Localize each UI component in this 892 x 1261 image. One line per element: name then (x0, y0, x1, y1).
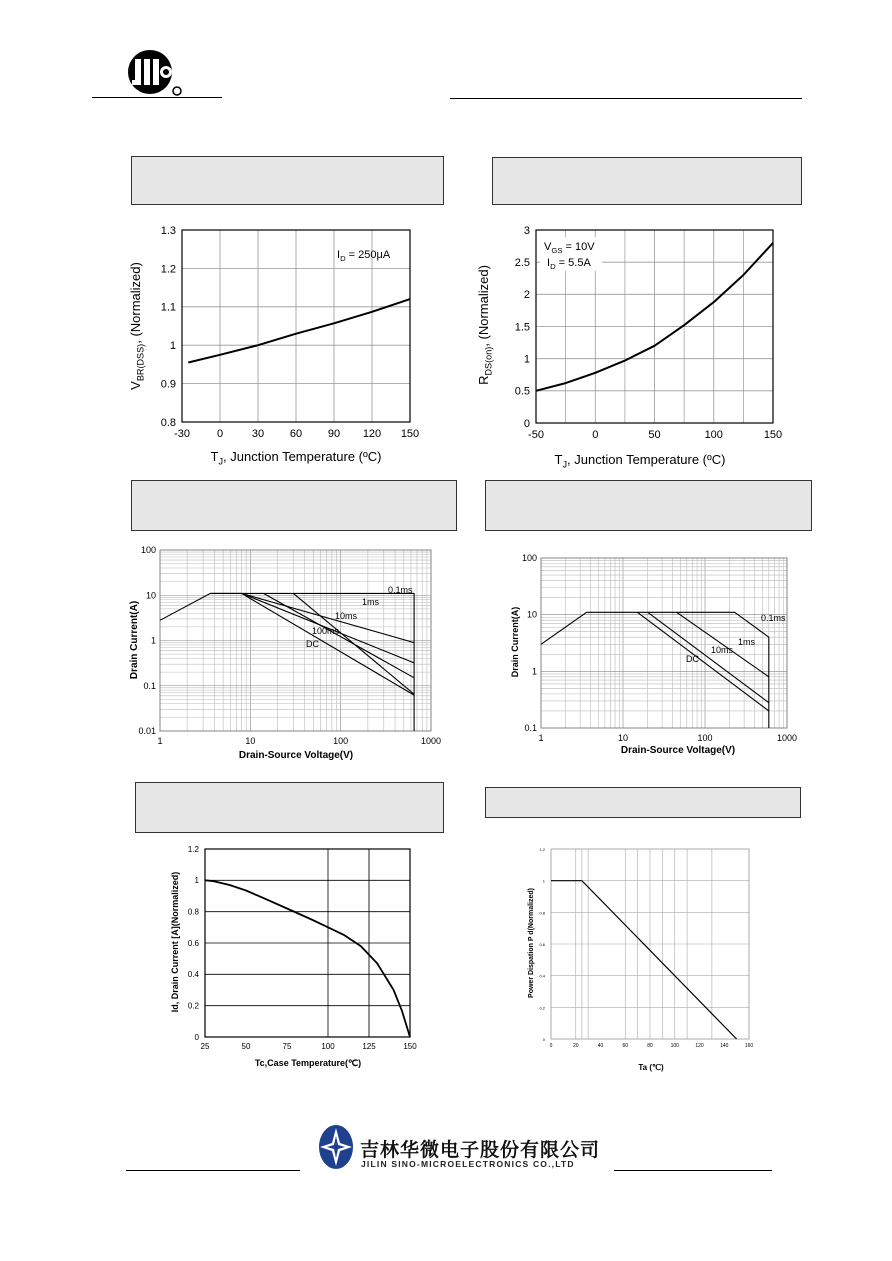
label-1ms: 1ms (362, 597, 380, 607)
test-condition-vgs: $V_{GS} = 10V$ (544, 241, 595, 255)
y-axis-label: $R_{DS(on)}$, (Normalized) (476, 265, 494, 385)
y-tick-label: 0.4 (187, 970, 199, 980)
y-tick-label: 0.2 (539, 1005, 545, 1011)
soa-line-10ms (648, 612, 769, 702)
y-tick-label: 1 (194, 876, 199, 886)
x-tick-label: 0 (216, 428, 224, 440)
y-tick-label: 1.1 (160, 301, 176, 314)
x-tick-label: 0 (592, 429, 599, 441)
label-1ms: 1ms (738, 637, 756, 647)
x-tick-label: 75 (282, 1042, 292, 1051)
y-tick-label: 0.01 (138, 726, 156, 736)
y-axis-label: Drain Current(A) (510, 606, 520, 678)
label-0.1ms: 0.1ms (761, 613, 786, 623)
data-curve (188, 299, 410, 362)
y-tick-label: 1 (150, 635, 156, 646)
x-tick-label: 30 (251, 428, 265, 440)
x-tick-label: 150 (403, 1042, 417, 1051)
y-tick-label: 2.5 (514, 257, 530, 270)
x-tick-label: 90 (327, 428, 341, 440)
header-logo (124, 50, 184, 98)
y-tick-label: 100 (521, 553, 537, 563)
x-tick-label: 120 (362, 428, 382, 440)
footer-company-cn: 吉林华微电子股份有限公司 (360, 1139, 601, 1161)
x-tick-label: -30 (174, 428, 190, 440)
x-tick-label: 50 (648, 429, 661, 441)
y-axis-label: Drain Current(A) (129, 600, 140, 680)
y-tick-label: 0.1 (524, 723, 537, 733)
header-rule-right (450, 98, 802, 99)
y-tick-label: 0.6 (539, 942, 545, 947)
x-tick-label: 1000 (420, 736, 442, 746)
caption-box-1 (131, 156, 444, 205)
caption-box-2 (492, 157, 802, 205)
x-tick-label: 160 (744, 1043, 754, 1049)
label-0.1ms: 0.1ms (388, 585, 413, 595)
y-tick-label: 1.5 (514, 321, 530, 334)
y-tick-label: 10 (526, 609, 537, 620)
x-tick-label: 125 (362, 1042, 376, 1051)
x-tick-label: 1000 (776, 733, 798, 743)
x-axis-label: Drain-Source Voltage(V) (620, 745, 736, 756)
y-tick-label: 1.3 (160, 224, 176, 237)
x-axis-label: Tc,Case Temperature(℃) (254, 1058, 362, 1068)
x-tick-label: 1 (157, 736, 163, 746)
y-tick-label: 0.1 (143, 680, 156, 691)
y-axis-label: Power Dispation P d(Normalized) (528, 888, 535, 998)
x-tick-label: 60 (289, 428, 303, 440)
y-tick-label: 0.5 (514, 385, 530, 398)
footer-company-en: JILIN SINO-MICROELECTRONICS CO.,LTD (361, 1159, 575, 1169)
caption-box-3 (131, 480, 457, 531)
y-tick-label: 1 (531, 666, 537, 677)
drain-current-derating-chart (165, 842, 425, 1072)
label-100ms: 100ms (312, 626, 340, 636)
y-tick-label: 0 (523, 417, 530, 430)
x-tick-label: 10 (245, 736, 256, 746)
y-tick-label: 0 (194, 1032, 199, 1042)
label-10ms: 10ms (711, 645, 734, 655)
x-tick-label: 100 (670, 1043, 679, 1049)
footer-rule-left (126, 1170, 300, 1171)
x-axis-label: $T_J$, Junction Temperature (ºC) (210, 449, 382, 467)
x-tick-label: 100 (321, 1042, 335, 1051)
test-condition-id: $I_D = 5.5A$ (547, 257, 591, 271)
header-rule-left (92, 97, 222, 98)
x-tick-label: 0 (549, 1043, 553, 1049)
x-tick-label: 60 (622, 1043, 629, 1049)
x-axis-label: $T_J$, Junction Temperature (ºC) (554, 452, 726, 470)
caption-box-6 (485, 787, 801, 818)
y-tick-label: 2 (523, 289, 530, 302)
x-tick-label: -50 (528, 429, 544, 441)
x-tick-label: 100 (704, 429, 723, 441)
label-dc: DC (306, 639, 319, 649)
y-tick-label: 0.8 (539, 910, 545, 916)
y-axis-label: $V_{BR(DSS)}$, (Normalized) (128, 262, 146, 390)
caption-box-5 (135, 782, 444, 833)
y-tick-label: 0.6 (187, 938, 199, 948)
y-tick-label: 0.9 (160, 378, 176, 391)
label-dc: DC (686, 654, 699, 664)
safe-operating-area-chart-1 (125, 540, 455, 765)
y-tick-label: 1 (169, 340, 176, 353)
y-tick-label: 0.8 (187, 907, 199, 917)
x-tick-label: 150 (400, 428, 420, 440)
y-tick-label: 100 (140, 545, 156, 555)
test-condition-label: $I_D = 250\mu A$ (337, 249, 391, 263)
x-tick-label: 10 (617, 733, 629, 743)
y-tick-label: 1.2 (187, 844, 199, 854)
caption-box-4 (485, 480, 812, 531)
y-tick-label: 0.4 (539, 973, 545, 979)
data-curve (551, 881, 737, 1039)
x-tick-label: 120 (695, 1043, 704, 1049)
x-tick-label: 1 (538, 733, 544, 743)
x-axis-label: Ta (℃) (638, 1063, 664, 1072)
y-tick-label: 1 (523, 353, 530, 366)
x-tick-label: 100 (333, 736, 349, 746)
x-tick-label: 150 (763, 429, 783, 441)
footer-rule-right (614, 1170, 772, 1171)
footer-logo (316, 1122, 356, 1172)
x-tick-label: 140 (720, 1043, 729, 1049)
y-tick-label: 0.2 (187, 1001, 199, 1011)
y-tick-label: 0.8 (160, 416, 176, 429)
x-tick-label: 80 (647, 1043, 653, 1049)
x-tick-label: 50 (241, 1042, 251, 1051)
sino-star-logo-icon (316, 1122, 356, 1172)
data-curve (205, 880, 410, 1037)
y-tick-label: 3 (523, 224, 530, 237)
x-axis-label: Drain-Source Voltage(V) (238, 750, 354, 761)
jilin-sino-logo-icon (124, 50, 184, 98)
y-tick-label: 1.2 (160, 263, 176, 276)
label-10ms: 10ms (335, 611, 358, 621)
safe-operating-area-chart-2 (505, 550, 815, 760)
rdson-vs-temperature-chart (470, 215, 790, 475)
y-tick-label: 1 (542, 878, 545, 884)
y-axis-label: Id, Drain Current [A](Normalized) (170, 871, 180, 1013)
y-tick-label: 0 (542, 1037, 545, 1042)
x-tick-label: 20 (572, 1043, 579, 1049)
y-tick-label: 1.2 (539, 847, 545, 852)
bvdss-vs-temperature-chart (125, 215, 445, 470)
x-tick-label: 100 (697, 733, 713, 743)
y-tick-label: 10 (145, 590, 156, 601)
x-tick-label: 25 (200, 1042, 210, 1051)
power-dissipation-derating-chart (520, 840, 760, 1075)
x-tick-label: 40 (597, 1043, 604, 1049)
